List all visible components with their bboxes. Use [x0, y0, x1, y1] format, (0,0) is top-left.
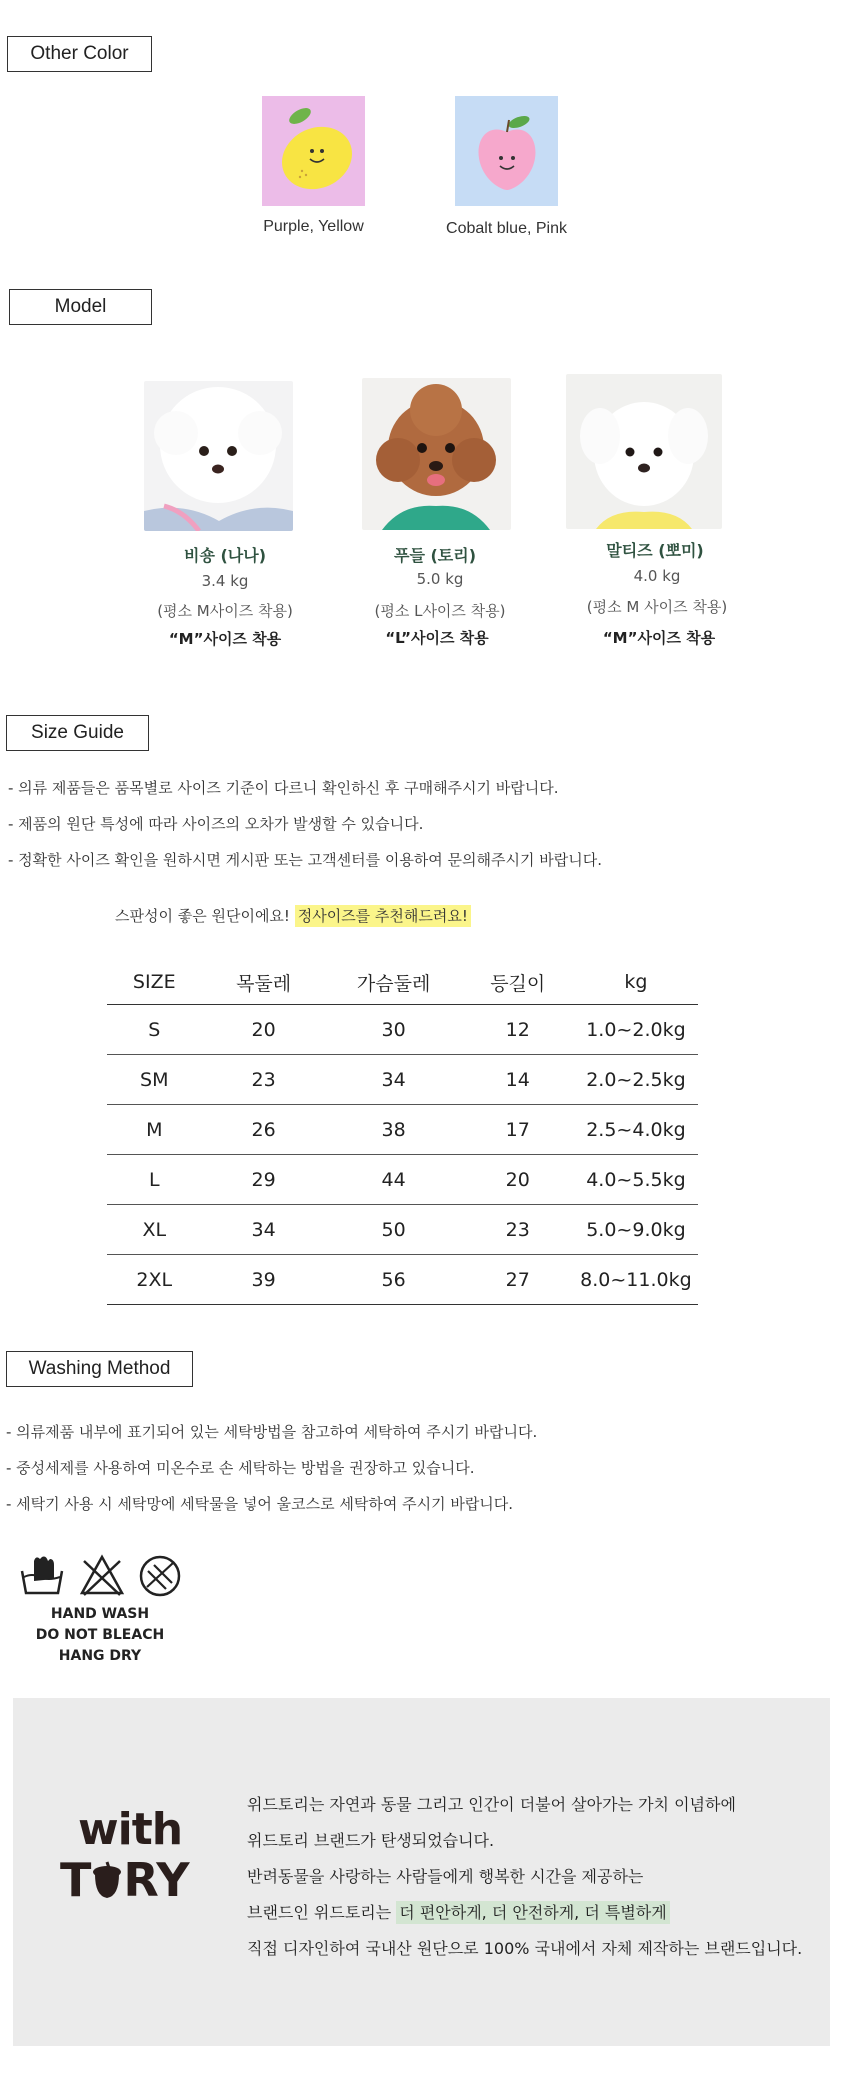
- cell-weight: 8.0~11.0kg: [574, 1255, 698, 1305]
- cell-neck: 34: [202, 1205, 326, 1255]
- color-caption-2: Cobalt blue, Pink: [446, 220, 567, 237]
- size-note-1: - 의류 제품들은 품목별로 사이즈 기준이 다르니 확인하신 후 구매해주시기 바랍니다.: [8, 779, 559, 797]
- brand-logo: [58, 1804, 198, 1908]
- cell-neck: 29: [202, 1155, 326, 1205]
- cell-back: 27: [462, 1255, 574, 1305]
- color-swatch-cobalt-pink[interactable]: [455, 96, 558, 206]
- cell-back: 23: [462, 1205, 574, 1255]
- hang-dry-icon: [141, 1557, 179, 1595]
- other-color-heading: Other Color: [7, 36, 152, 72]
- washing-note-3: - 세탁기 사용 시 세탁망에 세탁물을 넣어 울코스로 세탁하여 주시기 바랍니다.: [6, 1495, 514, 1513]
- brand-line-2: 위드토리 브랜드가 탄생되었습니다.: [247, 1831, 495, 1850]
- model-weight-1: 3.4 kg: [201, 572, 249, 590]
- model-fit-size-3: “M”사이즈 착용: [602, 629, 716, 647]
- model-name-1: 비숑 (나나): [183, 546, 267, 565]
- hand-wash-icon: [22, 1557, 62, 1594]
- recommend-highlight: 정사이즈를 추천해드려요!: [295, 905, 471, 927]
- cell-size: 2XL: [107, 1255, 202, 1305]
- table-row: [107, 1105, 698, 1155]
- model-usual-size-1: (평소 M사이즈 착용): [157, 602, 293, 620]
- cell-back: 12: [462, 1005, 574, 1055]
- model-name-2: 푸들 (토리): [393, 546, 477, 565]
- cell-chest: 38: [326, 1105, 462, 1155]
- cell-chest: 30: [326, 1005, 462, 1055]
- table-row: [107, 1055, 698, 1105]
- table-row: [107, 1205, 698, 1255]
- cell-back: 14: [462, 1055, 574, 1105]
- logo-ry: RY: [123, 1853, 190, 1907]
- cell-chest: 56: [326, 1255, 462, 1305]
- logo-with: with: [78, 1804, 183, 1855]
- model-photo-poodle: [362, 378, 511, 530]
- model-weight-2: 5.0 kg: [416, 570, 464, 588]
- col-size: SIZE: [107, 960, 202, 1005]
- acorn-icon: [91, 1860, 123, 1900]
- washing-note-1: - 의류제품 내부에 표기되어 있는 세탁방법을 참고하여 세탁하여 주시기 바랍니다.: [6, 1423, 538, 1441]
- model-heading: Model: [9, 289, 152, 325]
- model-weight-3: 4.0 kg: [633, 567, 681, 585]
- size-table-header: [107, 960, 698, 1005]
- care-label-hand-wash: HAND WASH: [50, 1606, 150, 1622]
- cell-weight: 4.0~5.5kg: [574, 1155, 698, 1205]
- care-icons: [20, 1553, 185, 1599]
- cell-weight: 1.0~2.0kg: [574, 1005, 698, 1055]
- washing-note-2: - 중성세제를 사용하여 미온수로 손 세탁하는 방법을 권장하고 있습니다.: [6, 1459, 475, 1477]
- size-note-2: - 제품의 원단 특성에 따라 사이즈의 오차가 발생할 수 있습니다.: [8, 815, 424, 833]
- table-row: [107, 1005, 698, 1055]
- do-not-bleach-icon: [82, 1557, 122, 1595]
- recommend-prefix: 스판성이 좋은 원단이에요!: [115, 907, 295, 925]
- cell-back: 17: [462, 1105, 574, 1155]
- washing-method-heading: Washing Method: [6, 1351, 193, 1387]
- logo-t: T: [60, 1853, 92, 1907]
- model-fit-size-2: “L”사이즈 착용: [385, 629, 489, 647]
- size-guide-heading: Size Guide: [6, 715, 149, 751]
- cell-chest: 44: [326, 1155, 462, 1205]
- brand-line-5: 직접 디자인하여 국내산 원단으로 100% 국내에서 자체 제작하는 브랜드입니다.: [247, 1939, 803, 1958]
- cell-neck: 23: [202, 1055, 326, 1105]
- size-table: [107, 960, 698, 1305]
- cell-back: 20: [462, 1155, 574, 1205]
- model-fit-size-1: “M”사이즈 착용: [168, 630, 282, 648]
- cell-chest: 34: [326, 1055, 462, 1105]
- care-label-hang-dry: HANG DRY: [58, 1648, 142, 1664]
- col-weight: kg: [574, 960, 698, 1005]
- color-swatch-purple-yellow[interactable]: [262, 96, 365, 206]
- cell-size: S: [107, 1005, 202, 1055]
- cell-weight: 5.0~9.0kg: [574, 1205, 698, 1255]
- color-caption-1: Purple, Yellow: [263, 218, 364, 235]
- model-usual-size-2: (평소 L사이즈 착용): [374, 602, 506, 620]
- col-neck: 목둘레: [202, 960, 326, 1005]
- cell-neck: 39: [202, 1255, 326, 1305]
- cell-weight: 2.0~2.5kg: [574, 1055, 698, 1105]
- brand-line-1: 위드토리는 자연과 동물 그리고 인간이 더불어 살아가는 가치 이념하에: [247, 1795, 736, 1814]
- model-photo-maltese: [566, 374, 722, 529]
- col-chest: 가슴둘레: [326, 960, 462, 1005]
- brand-line-3: 반려동물을 사랑하는 사람들에게 행복한 시간을 제공하는: [247, 1867, 644, 1886]
- cell-size: M: [107, 1105, 202, 1155]
- cell-size: XL: [107, 1205, 202, 1255]
- table-row: [107, 1155, 698, 1205]
- cell-neck: 26: [202, 1105, 326, 1155]
- care-label-do-not-bleach: DO NOT BLEACH: [35, 1627, 165, 1643]
- col-back-length: 등길이: [462, 960, 574, 1005]
- care-labels: [20, 1604, 180, 1667]
- table-row: [107, 1255, 698, 1305]
- cell-weight: 2.5~4.0kg: [574, 1105, 698, 1155]
- size-recommendation: [115, 905, 471, 926]
- brand-line-4-prefix: 브랜드인 위드토리는: [247, 1903, 397, 1922]
- cell-neck: 20: [202, 1005, 326, 1055]
- cell-size: L: [107, 1155, 202, 1205]
- brand-line-4: [247, 1900, 670, 1923]
- brand-line-4-highlight: 더 편안하게, 더 안전하게, 더 특별하게: [396, 1901, 669, 1924]
- model-name-3: 말티즈 (뽀미): [606, 541, 704, 560]
- model-photo-bichon: [144, 381, 293, 531]
- cell-size: SM: [107, 1055, 202, 1105]
- cell-chest: 50: [326, 1205, 462, 1255]
- size-note-3: - 정확한 사이즈 확인을 원하시면 게시판 또는 고객센터를 이용하여 문의해주시기 바랍니다.: [8, 851, 602, 869]
- model-usual-size-3: (평소 M 사이즈 착용): [586, 598, 728, 616]
